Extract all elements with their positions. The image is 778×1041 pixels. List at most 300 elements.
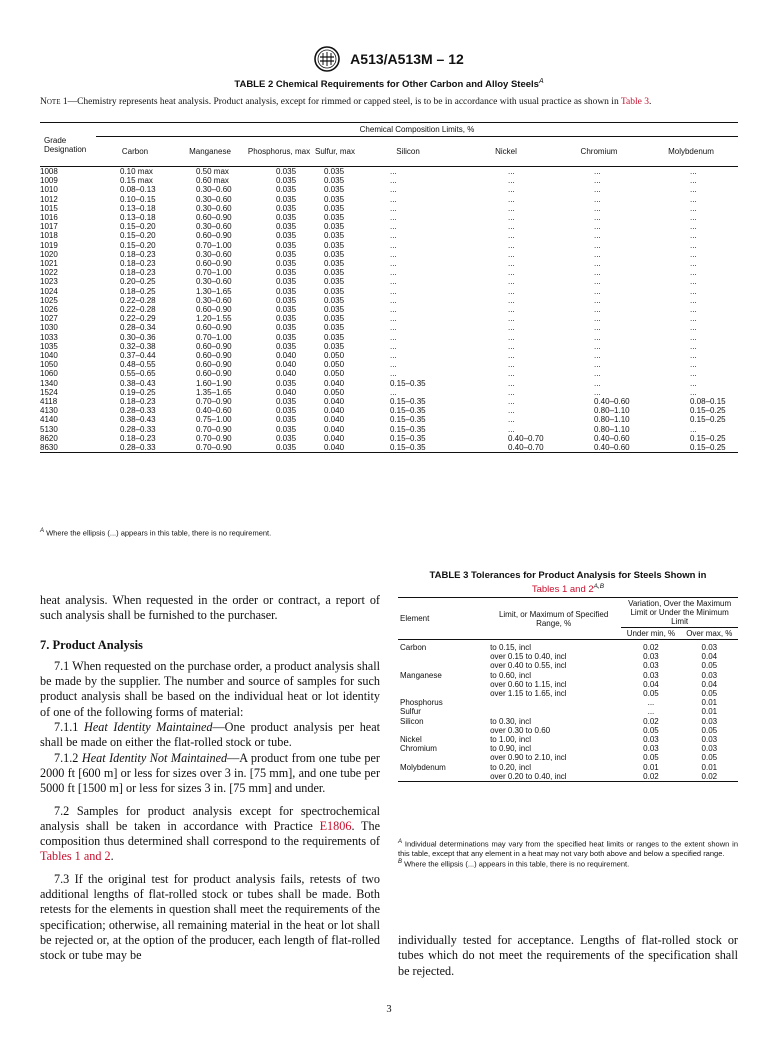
table-cell: 0.20–0.25 xyxy=(120,277,156,287)
p711-text: —One product analysis per heat shall be made on either the flat-rolled stock or tube. xyxy=(40,720,380,750)
table-cell: 0.40–0.70 xyxy=(458,443,554,453)
table-cell: 0.38–0.43 xyxy=(120,378,156,388)
table-cell: 1.30–1.65 xyxy=(196,286,232,296)
table-cell: over 0.30 to 0.60 xyxy=(490,725,551,735)
table-row xyxy=(40,176,738,185)
table-cell: ... xyxy=(390,185,397,195)
table2-title-sup: A xyxy=(538,78,544,85)
table2-col-silicon: Silicon xyxy=(358,137,458,167)
table3-footnote-b xyxy=(398,858,738,869)
table-cell: 0.80–1.10 xyxy=(594,415,630,425)
table-cell: 1340 xyxy=(40,378,58,388)
table-cell: ... xyxy=(690,259,697,269)
table-cell: ... xyxy=(690,424,697,434)
table-cell: ... xyxy=(594,176,601,186)
table-cell: 0.15–0.25 xyxy=(690,433,726,443)
table-cell: 0.03 xyxy=(701,643,718,652)
table-row xyxy=(398,707,738,716)
table-cell: 4130 xyxy=(40,406,58,416)
page-header xyxy=(0,46,778,72)
table-cell: ... xyxy=(594,194,601,204)
table-row xyxy=(398,735,738,744)
table-cell: 0.03 xyxy=(643,735,659,745)
table-cell: 0.28–0.33 xyxy=(120,406,156,416)
table-cell: 0.15–0.25 xyxy=(644,443,738,453)
paragraph-heat-analysis: heat analysis. When requested in the order or contract, a report of such analysis shall be furnished to the purchaser. xyxy=(40,593,380,623)
table-cell: 0.035 xyxy=(324,295,345,305)
table-cell: 0.05 xyxy=(643,725,659,735)
table-row xyxy=(398,698,738,707)
table-row xyxy=(40,379,738,388)
table-cell: ... xyxy=(690,194,697,204)
table-cell: 0.80–1.10 xyxy=(594,406,630,416)
table-cell: 0.05 xyxy=(701,725,718,735)
table-cell: ... xyxy=(594,249,601,259)
table-cell: 0.035 xyxy=(276,286,297,296)
note-link-table3[interactable]: Table 3 xyxy=(620,97,649,107)
note-end: . xyxy=(649,97,652,107)
table-cell: ... xyxy=(508,397,515,407)
table2 xyxy=(40,122,738,453)
table-cell: ... xyxy=(594,387,601,397)
table-cell: ... xyxy=(508,286,515,296)
table-cell: 0.18–0.25 xyxy=(120,286,156,296)
table-cell: ... xyxy=(690,249,697,259)
table2-footnote-text: Where the ellipsis (...) appears in this table, there is no requirement. xyxy=(44,528,272,538)
table-cell: 0.50 max xyxy=(196,167,229,176)
table-cell: 1027 xyxy=(40,314,58,324)
table-cell: ... xyxy=(594,332,601,342)
table-cell: 0.30–0.60 xyxy=(196,194,232,204)
table-cell: ... xyxy=(508,222,515,232)
table-cell: 0.035 xyxy=(324,222,345,232)
table-cell: 0.040 xyxy=(276,351,297,361)
table-row xyxy=(398,652,738,661)
table2-header-group: Chemical Composition Limits, % xyxy=(96,123,738,137)
table-cell: 0.035 xyxy=(276,167,297,176)
paragraph-7-3: 7.3 If the original test for product analysis fails, retests of two additional lengths of flat-rolled stock or tubes shall be made. Both retests for the elements in question shall meet the requirements of the specification; otherwise, all remaining material in the heat or lot shall be rejected or, at the option of the producer, each length of flat-rolled stock or tube may be xyxy=(40,871,380,963)
table-cell: 0.035 xyxy=(276,323,297,333)
table-cell: ... xyxy=(508,369,515,379)
table-cell: ... xyxy=(690,176,697,186)
table-cell: 0.30–0.60 xyxy=(196,203,232,213)
table-cell: 0.035 xyxy=(324,176,345,186)
table-cell: ... xyxy=(508,305,515,315)
table-cell: 0.18–0.23 xyxy=(120,259,156,269)
table-cell: 8620 xyxy=(40,433,58,443)
table-row xyxy=(398,744,738,753)
table-cell: 0.050 xyxy=(324,387,345,397)
table-cell: to 0.30, incl xyxy=(490,716,531,726)
table-cell: ... xyxy=(690,185,697,195)
table2-footnote xyxy=(40,528,271,538)
table-cell: ... xyxy=(594,268,601,278)
table-cell xyxy=(398,680,486,689)
right-column xyxy=(398,933,738,979)
table-cell: over 1.15 to 1.65, incl xyxy=(490,689,567,699)
table-cell: 0.035 xyxy=(324,194,345,204)
table2-note xyxy=(40,97,738,108)
table-cell: 0.15–0.35 xyxy=(390,415,426,425)
table-cell: 0.13–0.18 xyxy=(120,203,156,213)
table-row xyxy=(40,333,738,342)
table2-col-phosphorus: Phosphorus, max xyxy=(246,137,312,167)
table-cell: 0.01 xyxy=(701,707,718,717)
table-cell: 0.40–0.60 xyxy=(594,433,630,443)
table-row xyxy=(40,351,738,360)
table-cell xyxy=(398,772,486,782)
table-cell: 0.28–0.33 xyxy=(96,443,174,453)
table-cell: 1009 xyxy=(40,176,58,186)
table3-header-limit: Limit, or Maximum of Specified Range, % xyxy=(486,598,621,640)
table-cell: ... xyxy=(508,387,515,397)
table2-body xyxy=(40,167,738,453)
table-cell: ... xyxy=(508,323,515,333)
table-cell: 0.05 xyxy=(701,689,718,699)
paragraph-7-1-2 xyxy=(40,751,380,797)
table-cell: ... xyxy=(690,277,697,287)
table-cell: 0.08–0.15 xyxy=(690,397,726,407)
table-cell: over 0.40 to 0.55, incl xyxy=(490,661,567,671)
table-cell: 0.040 xyxy=(312,443,358,453)
page-number: 3 xyxy=(386,1004,392,1015)
table-row xyxy=(40,213,738,222)
table-cell: 1023 xyxy=(40,277,58,287)
table-cell: ... xyxy=(390,167,397,176)
table-cell: ... xyxy=(690,305,697,315)
link-tables-1-2[interactable]: Tables 1 and 2 xyxy=(40,849,111,864)
left-column xyxy=(40,593,380,964)
table-cell: 0.60–0.90 xyxy=(196,259,232,269)
table-cell: 0.10–0.15 xyxy=(120,194,156,204)
table-cell: 0.08–0.13 xyxy=(120,185,156,195)
table3-header-element: Element xyxy=(398,598,486,640)
table-cell: 1020 xyxy=(40,249,58,259)
table-row xyxy=(40,277,738,286)
table-cell xyxy=(398,726,486,735)
table-cell: 0.15–0.35 xyxy=(390,424,426,434)
table-cell: 1035 xyxy=(40,341,58,351)
table-cell: ... xyxy=(508,360,515,370)
table-cell: 0.03 xyxy=(701,716,718,726)
table3-title xyxy=(398,570,738,595)
table-cell: ... xyxy=(594,203,601,213)
table-cell: 0.15–0.35 xyxy=(358,443,458,453)
table-cell: ... xyxy=(508,176,515,186)
table-cell: ... xyxy=(690,378,697,388)
table-cell: ... xyxy=(690,323,697,333)
table-cell: ... xyxy=(508,424,515,434)
table-cell: ... xyxy=(690,341,697,351)
table-cell: 0.37–0.44 xyxy=(120,351,156,361)
table-cell: 0.040 xyxy=(276,369,297,379)
table-cell: 0.18–0.23 xyxy=(120,433,156,443)
table-cell: 0.035 xyxy=(276,332,297,342)
table-cell: 0.035 xyxy=(324,185,345,195)
p72-c: . xyxy=(110,849,114,864)
table-cell: ... xyxy=(508,203,515,213)
table-cell: 0.035 xyxy=(324,277,345,287)
table-row xyxy=(40,434,738,443)
table-cell: 1017 xyxy=(40,222,58,232)
table-cell: ... xyxy=(594,360,601,370)
table-cell: 0.050 xyxy=(324,369,345,379)
table-cell: 0.05 xyxy=(701,753,718,763)
table-row xyxy=(398,661,738,670)
table-cell: ... xyxy=(690,369,697,379)
table-cell: ... xyxy=(390,332,397,342)
table-cell: 0.15–0.20 xyxy=(120,231,156,241)
table-row xyxy=(398,726,738,735)
table-cell: 0.02 xyxy=(643,716,659,726)
table-row xyxy=(40,250,738,259)
table-cell: 0.05 xyxy=(643,689,659,699)
table-cell: Chromium xyxy=(400,744,437,754)
table-cell: 0.035 xyxy=(324,167,345,176)
table-cell: 0.18–0.23 xyxy=(120,397,156,407)
table-cell: ... xyxy=(390,268,397,278)
table-cell: 0.70–1.00 xyxy=(196,332,232,342)
table-cell: 1024 xyxy=(40,286,58,296)
table-cell: ... xyxy=(508,332,515,342)
table-cell: Molybdenum xyxy=(400,762,446,772)
table-cell: over 0.60 to 1.15, incl xyxy=(490,679,567,689)
table-cell: 0.55–0.65 xyxy=(120,369,156,379)
table-cell: ... xyxy=(508,167,515,176)
table-cell: ... xyxy=(594,369,601,379)
table-cell xyxy=(398,661,486,670)
table-cell: 1.20–1.55 xyxy=(196,314,232,324)
table-cell: 0.70–1.00 xyxy=(196,268,232,278)
table-cell: 0.050 xyxy=(324,360,345,370)
table-cell: ... xyxy=(508,194,515,204)
table-cell: 0.040 xyxy=(324,433,345,443)
table-row xyxy=(40,397,738,406)
table-cell: 5130 xyxy=(40,424,58,434)
table-cell: 0.035 xyxy=(324,341,345,351)
table-cell: 0.40–0.60 xyxy=(594,397,630,407)
table-cell: 0.035 xyxy=(276,203,297,213)
table3-header-variation: Variation, Over the Maximum Limit or Under the Minimum Limit xyxy=(621,598,738,628)
table-cell: 1060 xyxy=(40,369,58,379)
table-cell: 0.01 xyxy=(701,698,718,708)
table-cell: 0.035 xyxy=(276,213,297,223)
table-row xyxy=(40,415,738,424)
table-cell: ... xyxy=(390,249,397,259)
table-cell xyxy=(398,753,486,762)
table-cell: 0.22–0.29 xyxy=(120,314,156,324)
table-cell: 0.15–0.35 xyxy=(390,406,426,416)
table2-col-chromium: Chromium xyxy=(554,137,644,167)
table-cell: ... xyxy=(508,378,515,388)
table-row xyxy=(40,323,738,332)
table-cell: ... xyxy=(690,231,697,241)
link-e1806[interactable]: E1806 xyxy=(319,818,352,833)
table3-header-over: Over max, % xyxy=(681,628,738,640)
table-cell: 0.60–0.90 xyxy=(196,231,232,241)
p72-a: 7.2 Samples for product analysis except for spectrochemical analysis shall be taken in accordance with Practice xyxy=(40,803,380,833)
table-cell: 0.035 xyxy=(324,314,345,324)
table-cell: 0.01 xyxy=(643,762,659,772)
table-cell: ... xyxy=(508,351,515,361)
table-cell: 0.40–0.60 xyxy=(196,406,232,416)
table-cell: 0.035 xyxy=(276,433,297,443)
table-cell: 4118 xyxy=(40,397,58,407)
table-cell: 0.035 xyxy=(276,231,297,241)
table-cell: ... xyxy=(508,213,515,223)
table-row xyxy=(40,342,738,351)
table-cell: 0.040 xyxy=(324,406,345,416)
table-cell: ... xyxy=(594,259,601,269)
paragraph-7-1: 7.1 When requested on the purchase order, a product analysis shall be made by the supplier. The number and source of samples for such product analysis shall be based on the individual heat or lot identity of one of the following forms of material: xyxy=(40,658,380,719)
table-cell: ... xyxy=(594,378,601,388)
table-cell: 0.30–0.60 xyxy=(196,185,232,195)
table3 xyxy=(398,597,738,782)
table-row xyxy=(40,443,738,453)
table-cell: 0.40–0.60 xyxy=(554,443,644,453)
table-cell xyxy=(486,707,621,716)
table-cell: 0.15–0.20 xyxy=(120,240,156,250)
table-cell xyxy=(398,652,486,661)
table-cell: 1025 xyxy=(40,295,58,305)
table-cell: ... xyxy=(508,268,515,278)
table-cell: 0.32–0.38 xyxy=(120,341,156,351)
table-cell: 0.035 xyxy=(276,240,297,250)
table-cell: 0.10 max xyxy=(120,167,153,176)
table-cell: 0.035 xyxy=(324,268,345,278)
table-row xyxy=(398,671,738,680)
table-cell: 0.035 xyxy=(324,259,345,269)
table-cell: 0.30–0.60 xyxy=(196,295,232,305)
table-cell: 0.48–0.55 xyxy=(120,360,156,370)
note-label: Note 1 xyxy=(40,97,68,107)
table3-body xyxy=(398,640,738,782)
table-row xyxy=(40,268,738,277)
paragraph-7-2 xyxy=(40,804,380,865)
section-7-heading: 7. Product Analysis xyxy=(40,637,143,652)
table-cell: Sulfur xyxy=(400,707,421,717)
table-cell: 1012 xyxy=(40,194,58,204)
table-row xyxy=(398,640,738,653)
table-cell: 0.035 xyxy=(324,332,345,342)
table2-footnote-mark: A xyxy=(40,528,45,534)
table3-footnote-b-text: Where the ellipsis (...) appears in this table, there is no requirement. xyxy=(402,859,630,869)
table-cell: 0.04 xyxy=(701,679,718,689)
table2-col-molybdenum: Molybdenum xyxy=(644,137,738,167)
table-row xyxy=(40,406,738,415)
table-cell: 1019 xyxy=(40,240,58,250)
table-cell: 0.22–0.28 xyxy=(120,305,156,315)
table-cell: ... xyxy=(390,387,397,397)
table-row xyxy=(40,204,738,213)
table-cell: over 0.20 to 0.40, incl xyxy=(486,772,621,782)
table-cell: ... xyxy=(690,268,697,278)
table-cell: Carbon xyxy=(400,643,427,652)
table-cell: ... xyxy=(690,295,697,305)
table-cell: 0.15–0.25 xyxy=(690,415,726,425)
table3-footnote-b-mark: B xyxy=(398,859,403,866)
table-cell: 1030 xyxy=(40,323,58,333)
table-cell: 0.040 xyxy=(276,387,297,397)
table-cell: ... xyxy=(390,323,397,333)
table-cell: 0.75–1.00 xyxy=(196,415,232,425)
table-cell: 0.40–0.70 xyxy=(508,433,544,443)
table-cell: 0.30–0.60 xyxy=(196,277,232,287)
table3-title-link[interactable]: Tables 1 and 2 xyxy=(531,584,594,596)
table-cell: to 0.15, incl xyxy=(490,643,531,652)
table-cell: 0.01 xyxy=(701,762,718,772)
table-cell: 0.035 xyxy=(276,277,297,287)
table-row xyxy=(398,717,738,726)
table-cell: 0.02 xyxy=(643,643,659,652)
table-row xyxy=(40,195,738,204)
table-cell: ... xyxy=(508,185,515,195)
table-cell: 0.80–1.10 xyxy=(594,424,630,434)
table3-footnote-a-mark: A xyxy=(398,839,403,845)
table-cell: 8630 xyxy=(40,443,96,453)
table-cell: 0.035 xyxy=(276,194,297,204)
table-cell: ... xyxy=(390,369,397,379)
table-cell: to 0.90, incl xyxy=(490,744,531,754)
table-cell: ... xyxy=(690,332,697,342)
table-cell: 1016 xyxy=(40,213,58,223)
table-row xyxy=(40,241,738,250)
table-cell: ... xyxy=(594,286,601,296)
table-cell: 1.35–1.65 xyxy=(196,387,232,397)
table-cell: ... xyxy=(508,341,515,351)
table-cell: 1033 xyxy=(40,332,58,342)
table-row xyxy=(398,772,738,782)
table-cell: 0.05 xyxy=(701,661,718,671)
table-cell: ... xyxy=(594,231,601,241)
table-cell: ... xyxy=(690,203,697,213)
p712-num: 7.1.2 xyxy=(54,750,82,765)
table-cell: ... xyxy=(390,295,397,305)
table-cell: 0.035 xyxy=(324,203,345,213)
table-row xyxy=(40,314,738,323)
table-cell: ... xyxy=(508,406,515,416)
table-row xyxy=(40,231,738,240)
table-cell: 0.60–0.90 xyxy=(196,351,232,361)
table-cell: 0.30–0.60 xyxy=(196,249,232,259)
table-cell: 0.15–0.35 xyxy=(390,433,426,443)
table3-footnotes xyxy=(398,838,738,869)
table-cell: 1018 xyxy=(40,231,58,241)
table-row xyxy=(40,388,738,397)
table-cell: 0.035 xyxy=(276,424,297,434)
table-row xyxy=(40,360,738,369)
table-cell: ... xyxy=(594,351,601,361)
table-cell: ... xyxy=(594,277,601,287)
table-cell: ... xyxy=(594,222,601,232)
table2-col-nickel: Nickel xyxy=(458,137,554,167)
table-cell: 0.035 xyxy=(324,231,345,241)
table-cell: 1524 xyxy=(40,387,58,397)
table-cell: 0.03 xyxy=(643,661,659,671)
table-cell: 0.035 xyxy=(324,240,345,250)
table-cell: 0.03 xyxy=(643,670,659,680)
table-cell: 0.035 xyxy=(276,378,297,388)
table-cell: ... xyxy=(690,167,697,176)
table-cell: 0.30–0.36 xyxy=(120,332,156,342)
table-cell: 0.035 xyxy=(324,323,345,333)
table-cell: ... xyxy=(594,323,601,333)
table-cell: ... xyxy=(690,360,697,370)
table-cell: 1026 xyxy=(40,305,58,315)
table-cell: ... xyxy=(508,259,515,269)
table-cell xyxy=(486,698,621,707)
table-cell: ... xyxy=(508,231,515,241)
